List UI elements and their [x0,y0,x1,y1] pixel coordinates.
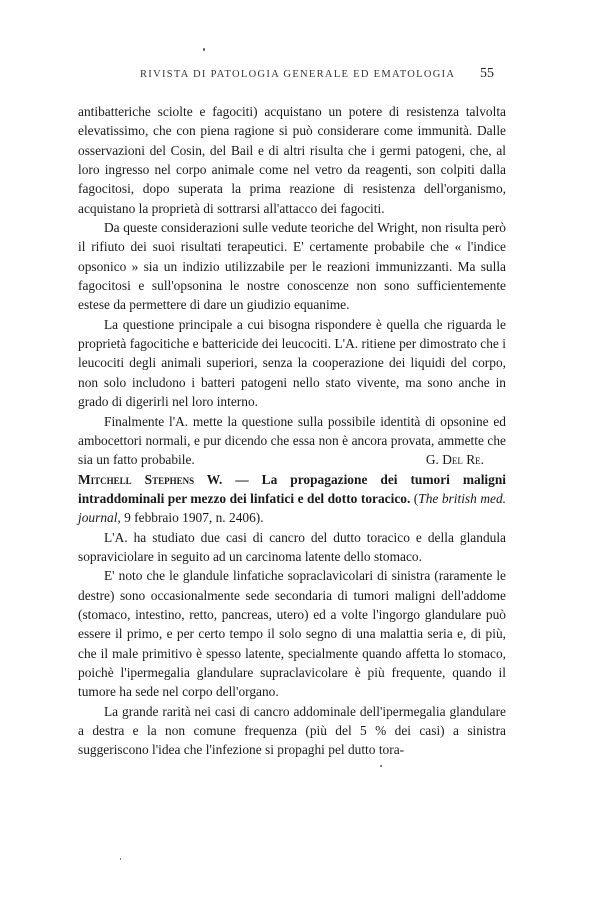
body-text [78,102,506,760]
citation-details: 9 febbraio 1907, n. 2406). [120,510,264,526]
running-header [0,66,604,86]
review-dash: — [222,471,262,487]
running-title: RIVISTA DI PATOLOGIA GENERALE ED EMATOLOGIA [140,69,456,80]
paragraph-continued: antibatteriche sciolte e fagociti) acquistano un potere di resistenza talvolta elevatissimo, che con piena ragione si può considerare come immunità. Dalle osservazioni del Cosin, del Bail e di altri risulta che i germi patogeni, che, al loro ingresso nel corpo animale come nel vetro da reagenti, son colpiti dalla fagocitosi, dopo superata la prima reazione di resistenza dell'organismo, acquistano la proprietà di sottrarsi all'attacco dei fagociti. [78,104,506,216]
review-title: La propagazione dei tumori maligni intraddominali per mezzo dei linfatici e del dotto toracico. [78,471,506,506]
review-author: Mitchell Stephens W. [78,471,223,487]
paragraph-leucociti: La questione principale a cui bisogna rispondere è quella che riguarda le proprietà fagocitiche e battericide dei leucociti. L'A. ritiene per dimostrato che i leucociti degli animali superiori, senza la cooperazione dei liquidi del corpo, non solo includono i batteri patogeni nello stato vivente, ma sono anche in grado di digerirli nel loro interno. [78,316,506,410]
review-paragraph-3: La grande rarità nei casi di cancro addominale dell'ipermegalia glandulare a destra e la non comune frequenza (più del 5 % dei casi) a sinistra suggeriscono l'idea che l'infezione si propaghi pel dutto tora- [78,703,506,758]
review-paragraph-1: L'A. ha studiato due casi di cancro del dutto toracico e della glandula sopraviciolare in seguito ad un carcinoma latente dello stomaco. [78,529,506,564]
journal-name: The british med. journal, [78,490,506,526]
scan-speck [380,765,382,767]
scan-speck [203,48,205,51]
review-paragraph-2: E' noto che le glandule linfatiche sopraclavicolari di sinistra (raramente le destre) sono occasionalmente sede secondaria di tumori maligni dell'addome (stomaco, intestino, retto, pancreas, utero) ed a volte l'ingorgo glandulare può essere il primo, e per certo tempo il solo segno di una malattia seria e, di più, che il male primitivo è spesso latente, specialmente quando affetta lo stomaco, poichè l'ipermegalia glandulare supraclavicolare è più frequente, quando il tumore ha sede nel corpo dell'organo. [78,568,506,700]
citation-open: ( [410,490,419,506]
paragraph-wright: Da queste considerazioni sulle vedute teoriche del Wright, non risulta però il rifiuto dei suoi risultati terapeutici. E' certamente probabile che « l'indice opsonico » sia un indizio utilizzabile per le reazioni immunizzanti. Ma sulla fagocitosi e sull'opsonina le nostre conoscenze non sono sufficientemente estese da permettere di dare un giudizio equanime. [78,220,506,313]
paragraph-conclusion [78,412,506,470]
scan-speck [120,858,121,860]
review-heading [78,470,506,528]
page-number: 55 [480,66,494,81]
reviewer-signature: G. Del Re. [425,452,484,468]
conclusion-text: Finalmente l'A. mette la questione sulla possibile identità di opsonine ed ambocettori normali, e pur dicendo che essa non è ancora provata, ammette che sia un fatto probabile. [78,413,506,468]
